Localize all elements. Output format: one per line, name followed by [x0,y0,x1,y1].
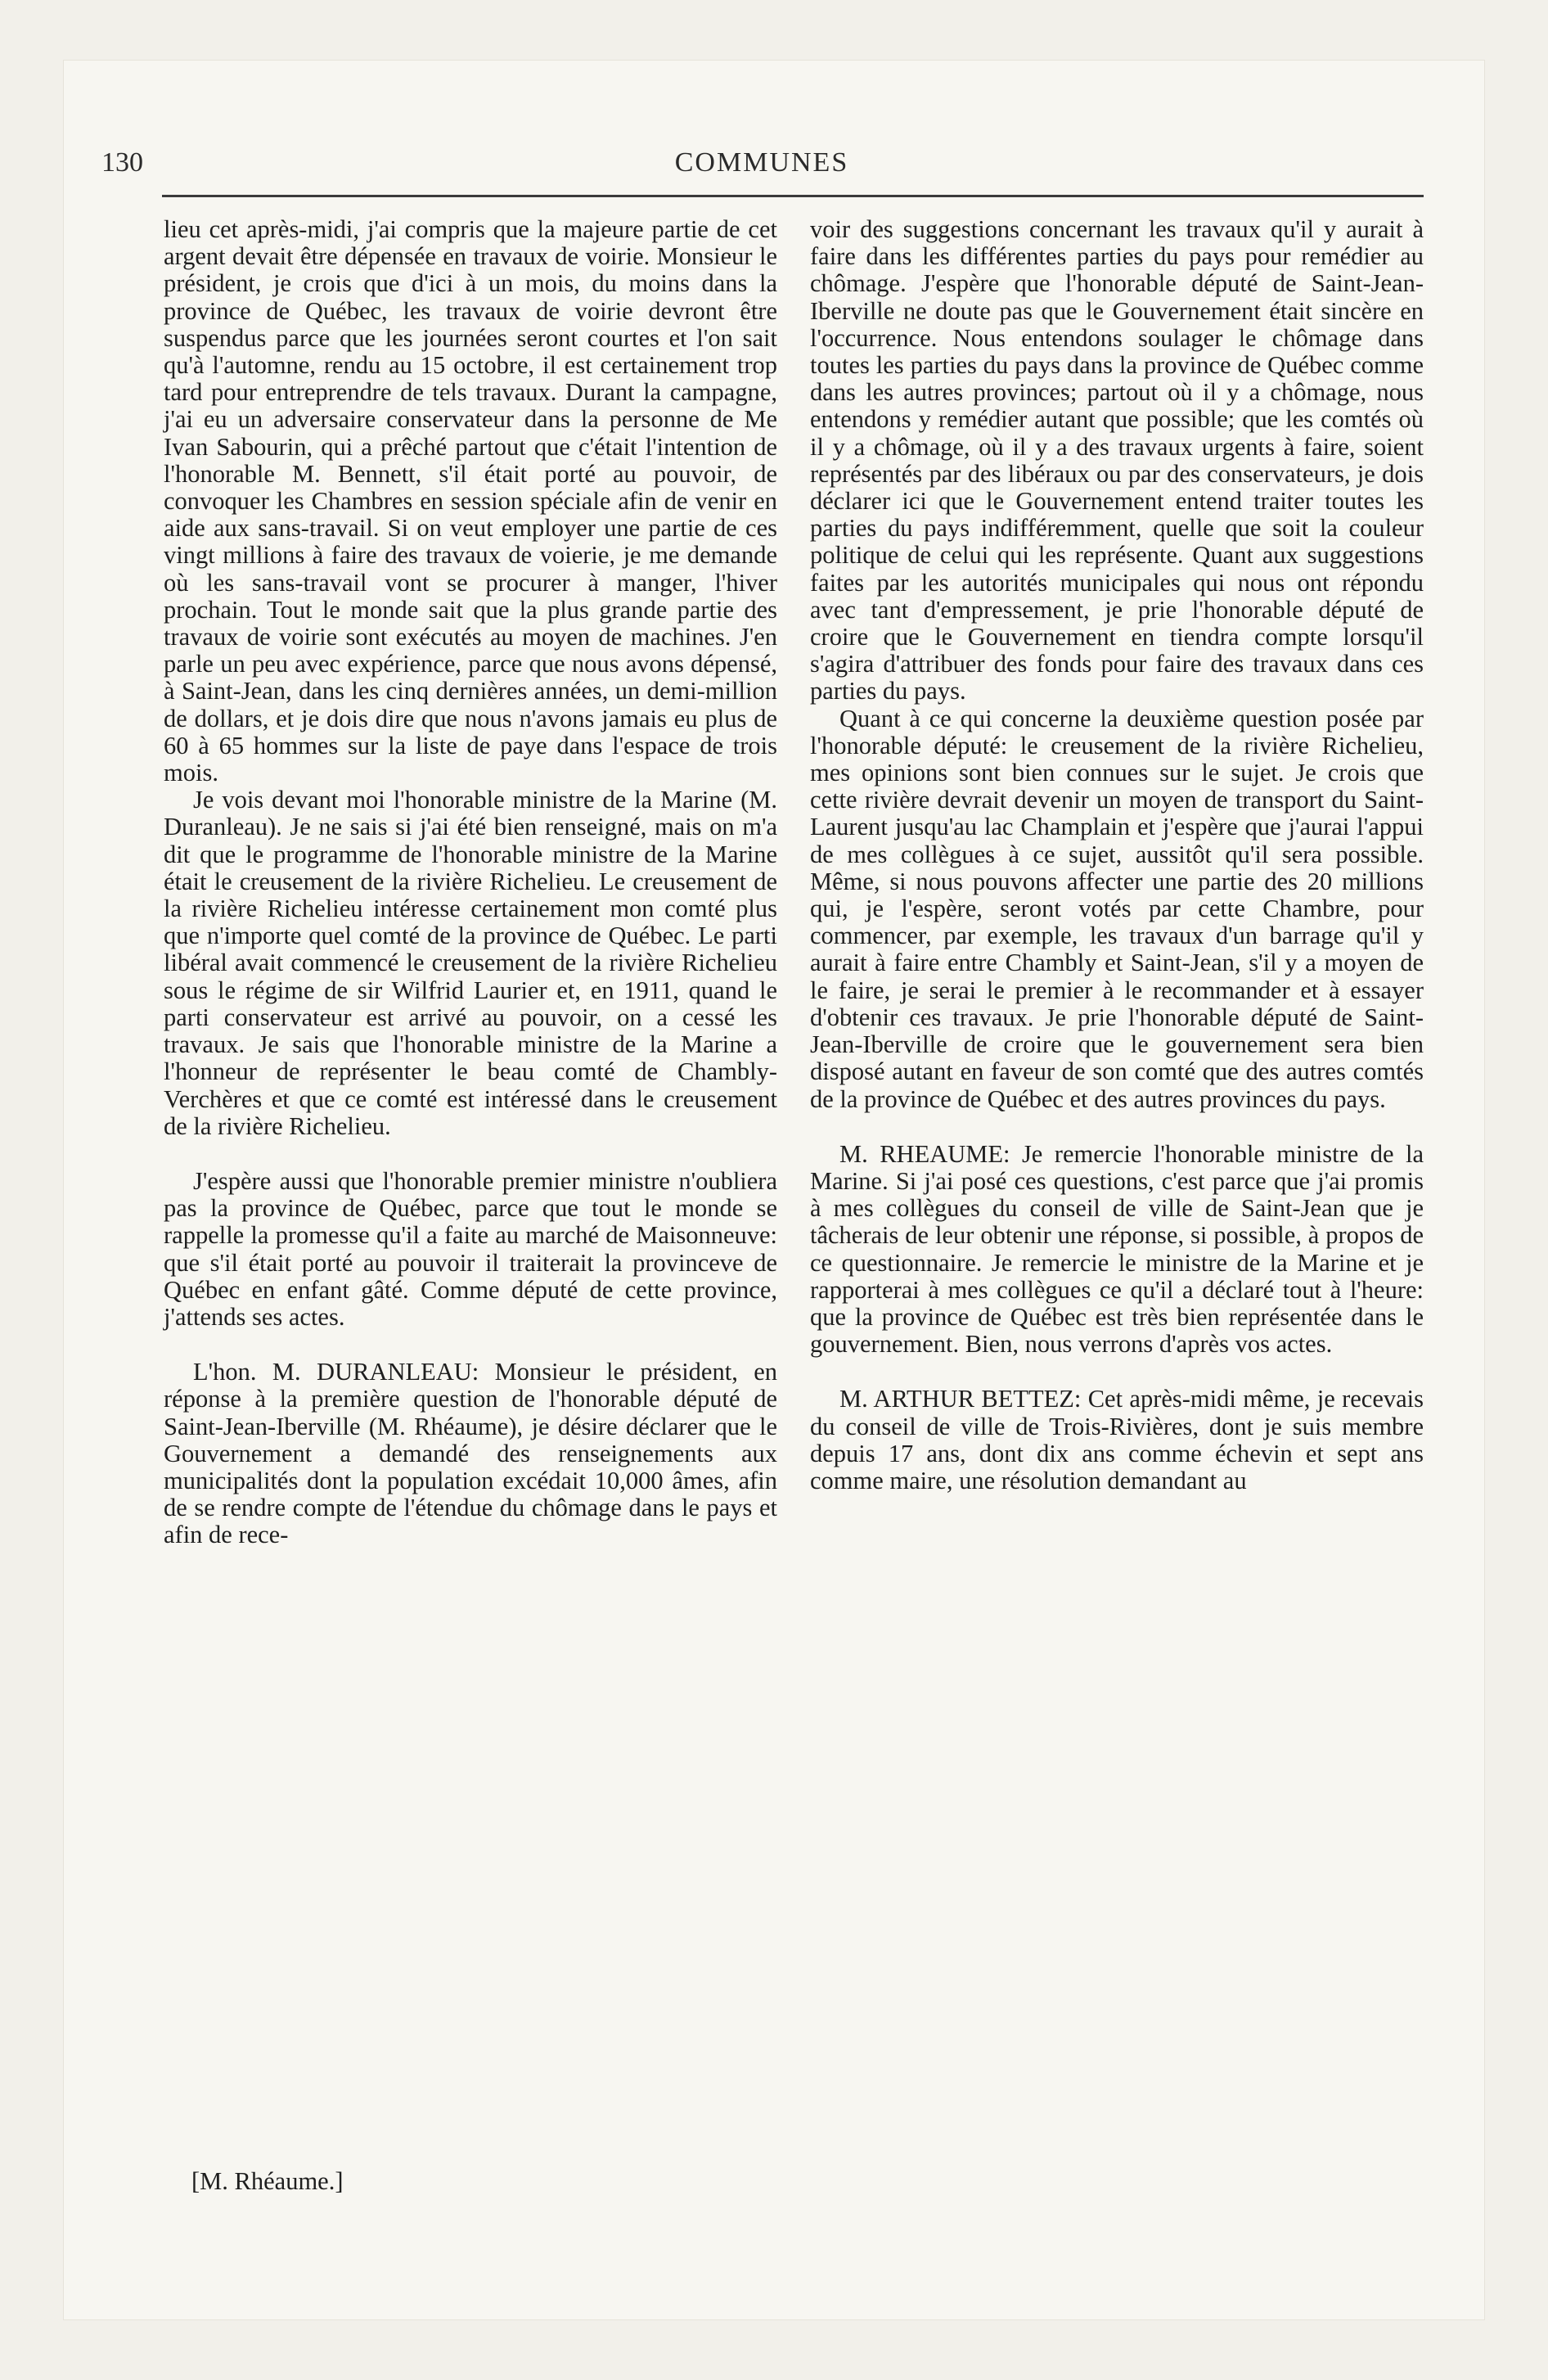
footer-speaker-note: [M. Rhéaume.] [191,2167,344,2195]
running-head: COMMUNES [674,147,849,178]
paragraph: Je vois devant moi l'honorable ministre de la Marine (M. Duranleau). Je ne sais si j'ai été bien renseigné, mais on m'a dit que le programme de l'honorable ministre de la Marine était le creusement de la rivière Richelieu. Le creusement de la rivière Richelieu intéresse certainement mon comté plus que n'importe quel comté de la province de Québec. Le parti libéral avait commencé le creusement de la rivière Richelieu sous le régime de sir Wilfrid Laurier et, en 1911, quand le parti conservateur est arrivé au pouvoir, on a cessé les travaux. Je sais que l'honorable ministre de la Marine a l'honneur de représenter le beau comté de Chambly-Verchères et que ce comté est intéressé dans le creusement de la rivière Richelieu. [164,786,777,1140]
right-column [810,216,1424,1494]
paragraph: M. ARTHUR BETTEZ: Cet après-midi même, je recevais du conseil de ville de Trois-Rivières, dont je suis membre depuis 17 ans, dont dix ans comme échevin et sept ans comme maire, une résolution demandant au [810,1385,1424,1494]
paragraph: J'espère aussi que l'honorable premier ministre n'oubliera pas la province de Québec, parce que tout le monde se rappelle la promesse qu'il a faite au marché de Maisonneuve: que s'il était porté au pouvoir il traiterait la provinceve de Québec en enfant gâté. Comme député de cette province, j'attends ses actes. [164,1166,777,1331]
paragraph: voir des suggestions concernant les travaux qu'il y aurait à faire dans les différentes parties du pays pour remédier au chômage. J'espère que l'honorable député de Saint-Jean-Iberville ne doute pas que le Gouvernement était sincère en l'occurrence. Nous entendons soulager le chômage dans toutes les parties du pays dans la province de Québec comme dans les autres provinces; partout où il y a chômage, nous entendons y remédier autant que possible; que les comtés où il y a chômage, où il y a des travaux urgents à faire, soient représentés par des libéraux ou par des conservateurs, je dois déclarer ici que le Gouvernement entend traiter toutes les parties du pays indifféremment, quelle que soit la couleur politique de celui qui les représente. Quant aux suggestions faites par les autorités municipales qui nous ont répondu avec tant d'empressement, je prie l'honorable député de croire que le Gouvernement en tiendra compte lorsqu'il s'agira d'attribuer des fonds pour faire des travaux dans ces parties du pays. [810,215,1424,705]
page-number: 130 [101,147,143,178]
paragraph: Quant à ce qui concerne la deuxième question posée par l'honorable député: le creusement de la rivière Richelieu, mes opinions sont bien connues sur le sujet. Je crois que cette rivière devrait devenir un moyen de transport du Saint-Laurent jusqu'au lac Champlain et j'espère que j'aurai l'appui de mes collègues à ce sujet, aussitôt qu'il sera possible. Même, si nous pouvons affecter une partie des 20 millions qui, je l'espère, seront votés par cette Chambre, pour commencer, par exemple, les travaux d'un barrage qu'il y aurait à faire entre Chambly et Saint-Jean, s'il y a moyen de le faire, je serai le premier à le recommander et à essayer d'obtenir ces travaux. Je prie l'honorable député de Saint-Jean-Iberville de croire que le gouvernement sera bien disposé autant en faveur de son comté que des autres comtés de la province de Québec et des autres provinces du pays. [810,704,1424,1113]
paragraph: lieu cet après-midi, j'ai compris que la majeure partie de cet argent devait être dépensée en travaux de voirie. Monsieur le président, je crois que d'ici à un mois, du moins dans la province de Québec, les travaux de voirie devront être suspendus parce que les journées seront courtes et l'on sait qu'à l'automne, rendu au 15 octobre, il est certainement trop tard pour entreprendre de tels travaux. Durant la campagne, j'ai eu un adversaire conservateur dans la personne de Me Ivan Sabourin, qui a prêché partout que c'était l'intention de l'honorable M. Bennett, s'il était porté au pouvoir, de convoquer les Chambres en session spéciale afin de venir en aide aux sans-travail. Si on veut employer une partie de ces vingt millions à faire des travaux de voierie, je me demande où les sans-travail vont se procurer à manger, l'hiver prochain. Tout le monde sait que la plus grande partie des travaux de voirie sont exécutés au moyen de machines. J'en parle un peu avec expérience, parce que nous avons dépensé, à Saint-Jean, dans les cinq dernières années, un demi-million de dollars, et je dois dire que nous n'avons jamais eu plus de 60 à 65 hommes sur la liste de paye dans l'espace de trois mois. [164,215,777,787]
paragraph: M. RHEAUME: Je remercie l'honorable ministre de la Marine. Si j'ai posé ces questions, c'est parce que j'ai promis à mes collègues du conseil de ville de Saint-Jean que je tâcherais de leur obtenir une réponse, si possible, à propos de ce questionnaire. Je remercie le ministre de la Marine et je rapporterai à mes collègues ce qu'il a déclaré tout à l'heure: que la province de Québec est très bien représentée dans le gouvernement. Bien, nous verrons d'après vos actes. [810,1139,1424,1359]
header-rule [162,195,1424,197]
left-column [164,216,777,1549]
page-header [101,142,1422,192]
paragraph: L'hon. M. DURANLEAU: Monsieur le président, en réponse à la première question de l'honorable député de Saint-Jean-Iberville (M. Rhéaume), je désire déclarer que le Gouvernement a demandé des renseignements aux municipalités dont la population excédait 10,000 âmes, afin de se rendre compte de l'étendue du chômage dans le pays et afin de rece- [164,1358,777,1549]
